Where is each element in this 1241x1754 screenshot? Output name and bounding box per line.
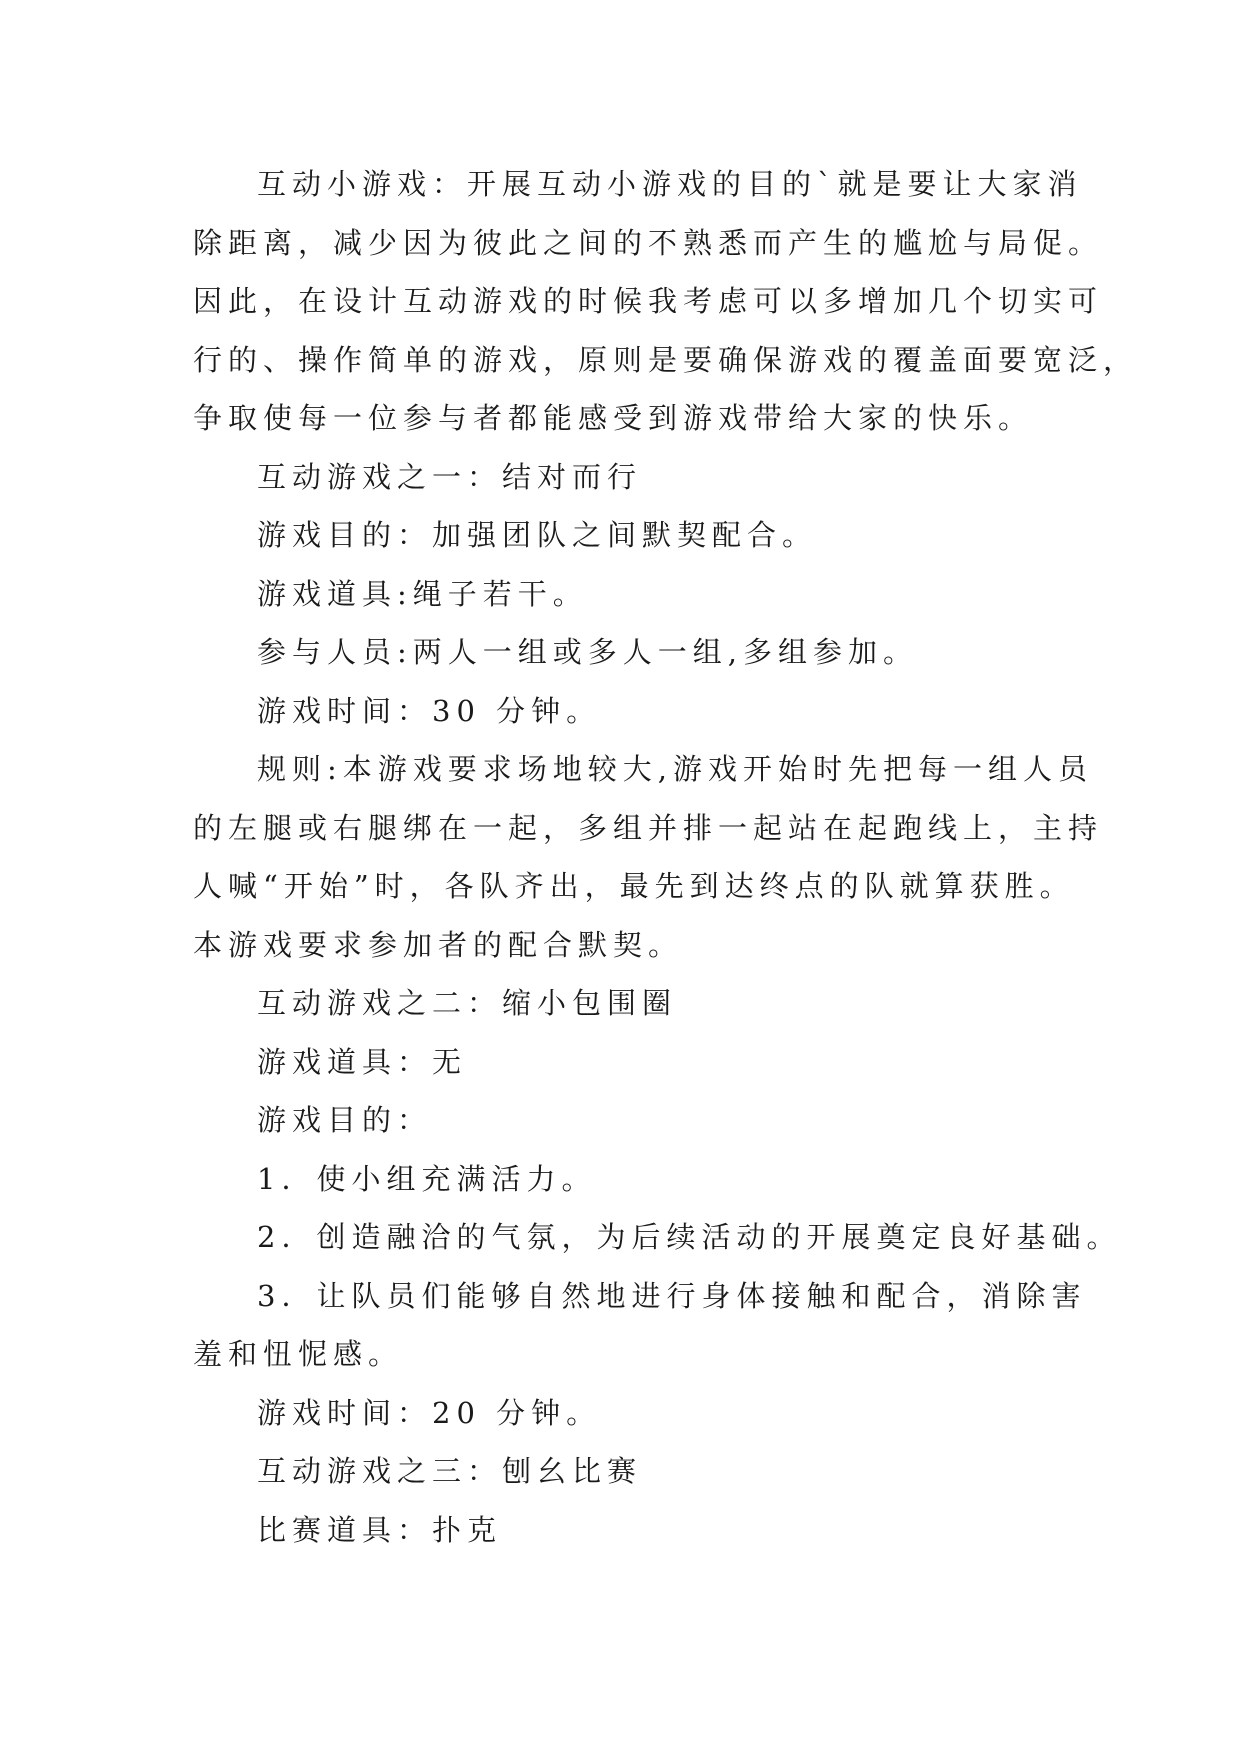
paragraph-line: 争取使每一位参与者都能感受到游戏带给大家的快乐。 — [193, 401, 1034, 435]
paragraph-line: 人喊“开始”时，各队齐出，最先到达终点的队就算获胜。 — [193, 869, 1075, 903]
paragraph-line: 因此，在设计互动游戏的时候我考虑可以多增加几个切实可 — [193, 284, 1104, 318]
paragraph-line: 除距离，减少因为彼此之间的不熟悉而产生的尴尬与局促。 — [193, 225, 1104, 260]
section-heading-game-2: 互动游戏之二：缩小包围圈 — [257, 986, 678, 1020]
section-heading-game-3: 互动游戏之三：刨幺比赛 — [257, 1454, 643, 1488]
paragraph-line: 互动小游戏：开展互动小游戏的目的`就是要让大家消 — [257, 167, 1083, 201]
paragraph-line: 行的、操作简单的游戏，原则是要确保游戏的覆盖面要宽泛， — [193, 342, 1139, 377]
paragraph-line: 本游戏要求参加者的配合默契。 — [193, 927, 684, 962]
paragraph-line: 参与人员:两人一组或多人一组,多组参加。 — [257, 635, 918, 669]
paragraph-line: 规则:本游戏要求场地较大,游戏开始时先把每一组人员 — [257, 752, 1093, 786]
paragraph-line: 游戏道具:绳子若干。 — [257, 576, 588, 611]
section-heading-game-1: 互动游戏之一：结对而行 — [257, 459, 643, 494]
paragraph-line: 羞和忸怩感。 — [193, 1337, 404, 1371]
list-item: 2．创造融洽的气氛，为后续活动的开展奠定良好基础。 — [257, 1220, 1122, 1254]
paragraph-line: 游戏目的： — [257, 1103, 433, 1137]
paragraph-line: 比赛道具：扑克 — [257, 1512, 503, 1547]
list-item: 1．使小组充满活力。 — [257, 1161, 597, 1196]
paragraph-line: 的左腿或右腿绑在一起，多组并排一起站在起跑线上，主持 — [193, 810, 1104, 845]
list-item: 3．让队员们能够自然地进行身体接触和配合，消除害 — [257, 1278, 1087, 1313]
paragraph-line: 游戏道具：无 — [257, 1044, 468, 1079]
paragraph-line: 游戏时间：20 分钟。 — [257, 1395, 602, 1430]
document-body — [193, 155, 1139, 1559]
paragraph-line: 游戏时间：30 分钟。 — [257, 693, 602, 728]
paragraph-line: 游戏目的：加强团队之间默契配合。 — [257, 518, 818, 552]
